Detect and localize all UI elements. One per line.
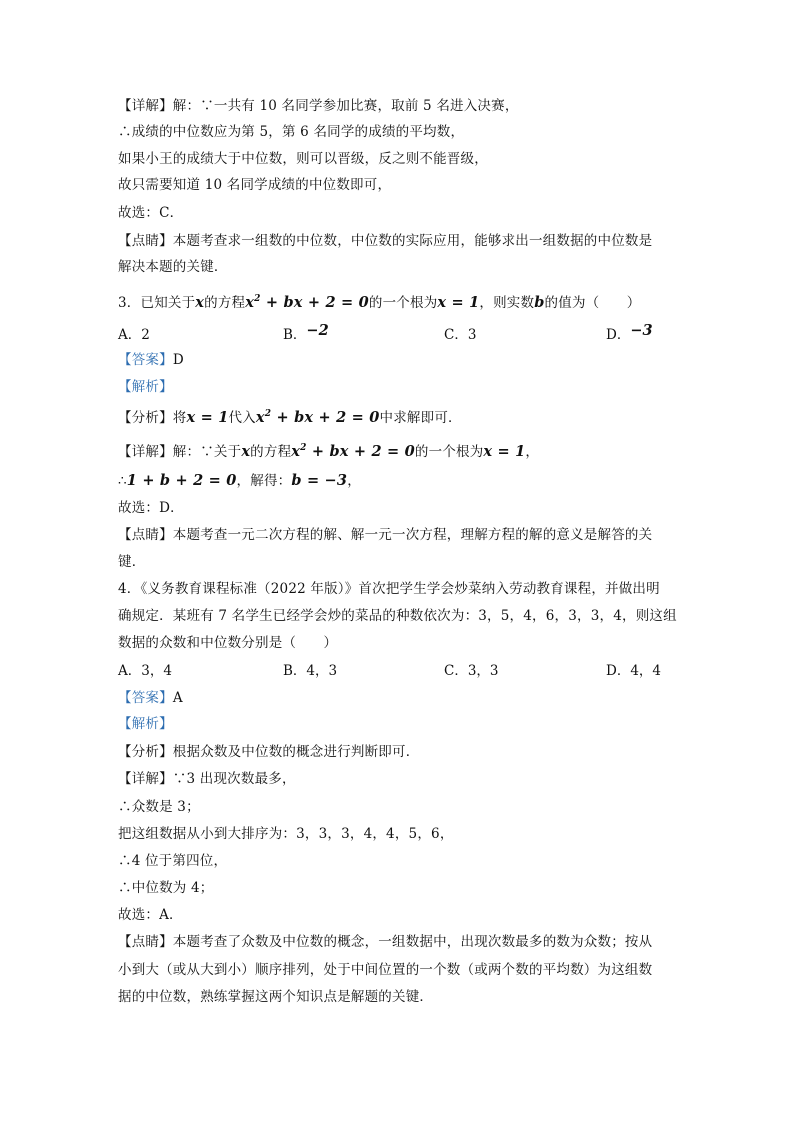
- math-var-b: b: [534, 294, 545, 311]
- math-var-x: x: [195, 294, 205, 311]
- q2-choice: 故选：C．: [118, 205, 184, 221]
- q4-stem-line-1: 4．《义务教育课程标准（2022 年版）》首次把学生学会炒菜纳入劳动教育课程，并做出明: [118, 581, 660, 597]
- q4-answer: 【答案】A: [118, 690, 183, 706]
- q4-analysis: 【分析】根据众数及中位数的概念进行判断即可．: [118, 744, 420, 760]
- math-root: x = 1: [437, 294, 480, 311]
- q2-detail-line-4: 故只需要知道 10 名同学成绩的中位数即可，: [118, 177, 392, 193]
- q4-detail-line-2: ∴众数是 3；: [118, 799, 200, 815]
- q4-analysis-tag: 【解析】: [118, 716, 173, 732]
- q3-option-d: D．−3: [606, 322, 653, 343]
- q3-comment-line-1: 【点睛】本题考查一元二次方程的解、解一元一次方程，理解方程的解的意义是解答的关: [118, 527, 653, 543]
- q3-stem: 3．已知关于x的方程$x^2$ + bx + 2 = 0的一个根为x = 1，则实数b的值为（ ）: [118, 294, 641, 311]
- q4-option-b: B．4，3: [283, 663, 338, 679]
- q2-comment-line-1: 【点睛】本题考查求一组数的中位数，中位数的实际应用，能够求出一组数据的中位数是: [118, 233, 653, 249]
- q4-detail-line-5: ∴中位数为 4；: [118, 880, 214, 896]
- q3-choice: 故选：D．: [118, 500, 184, 516]
- q3-option-b: B．−2: [283, 322, 329, 343]
- q4-detail-line-4: ∴4 位于第四位，: [118, 853, 228, 869]
- q3-solution: ∴1 + b + 2 = 0，解得：b = −3，: [118, 472, 361, 489]
- q4-choice: 故选：A．: [118, 907, 183, 923]
- q3-option-a: A．2: [118, 327, 150, 343]
- q2-comment-line-2: 解决本题的关键．: [118, 259, 228, 275]
- q4-option-d: D．4，4: [606, 663, 662, 679]
- q4-stem-line-3: 数据的众数和中位数分别是（ ）: [118, 635, 338, 651]
- q3-comment-line-2: 键．: [118, 554, 146, 570]
- q4-comment-line-1: 【点睛】本题考查了众数及中位数的概念，一组数据中，出现次数最多的数为众数；按从: [118, 934, 653, 950]
- q4-detail-line-3: 把这组数据从小到大排序为：3，3，3，4，4，5，6，: [118, 826, 454, 842]
- q3-option-c: C．3: [444, 327, 477, 343]
- q3-analysis-tag: 【解析】: [118, 379, 173, 395]
- math-equation: $x^2$ + bx + 2 = 0: [245, 294, 369, 311]
- q3-analysis: 【分析】将x = 1代入$x^2$ + bx + 2 = 0中求解即可．: [118, 409, 462, 426]
- q2-detail-line-3: 如果小王的成绩大于中位数，则可以晋级，反之则不能晋级，: [118, 151, 488, 167]
- q3-answer: 【答案】D: [118, 352, 184, 368]
- q2-detail-line-1: 【详解】解：∵一共有 10 名同学参加比赛，取前 5 名进入决赛，: [118, 98, 519, 114]
- q4-option-a: A．3，4: [118, 663, 172, 679]
- q4-option-c: C．3，3: [444, 663, 499, 679]
- q4-stem-line-2: 确规定．某班有 7 名学生已经学会炒的菜品的种数依次为：3，5，4，6，3，3，4，则这组: [118, 608, 677, 624]
- q4-comment-line-3: 据的中位数，熟练掌握这两个知识点是解题的关键．: [118, 989, 434, 1005]
- q3-detail: 【详解】解：∵关于x的方程$x^2$ + bx + 2 = 0的一个根为x = 1，: [118, 443, 540, 460]
- q4-detail-line-1: 【详解】∵3 出现次数最多，: [118, 771, 296, 787]
- q4-comment-line-2: 小到大（或从大到小）顺序排列，处于中间位置的一个数（或两个数的平均数）为这组数: [118, 962, 653, 978]
- q2-detail-line-2: ∴成绩的中位数应为第 5，第 6 名同学的成绩的平均数，: [118, 124, 465, 140]
